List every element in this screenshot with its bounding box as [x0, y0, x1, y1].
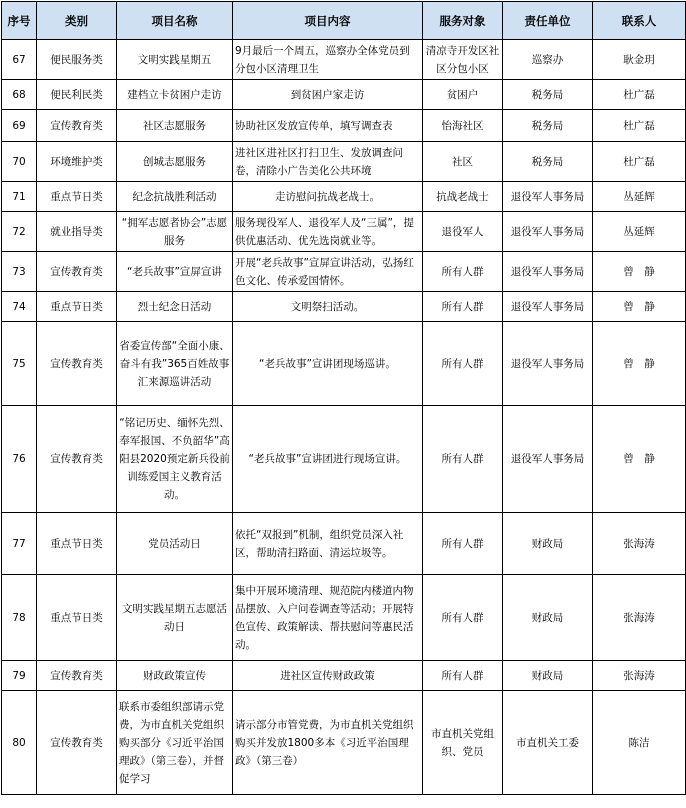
row-project-name: 文明实践星期五志愿活动日 — [117, 575, 233, 661]
row-category: 重点节日类 — [37, 513, 117, 575]
row-project-content: 9月最后一个周五，巡察办全体党员到分包小区清理卫生 — [233, 40, 423, 80]
table-row — [2, 691, 686, 795]
row-service-target: 市直机关党组织、党员 — [423, 691, 503, 795]
row-index: 77 — [2, 513, 37, 575]
row-project-content: 开展“老兵故事”宣屏宣讲活动，弘扬红色文化、传承爱国情怀。 — [233, 252, 423, 292]
row-responsible-unit: 退役军人事务局 — [503, 182, 593, 212]
row-responsible-unit: 退役军人事务局 — [503, 292, 593, 322]
row-project-content: 文明祭扫活动。 — [233, 292, 423, 322]
row-project-name: 建档立卡贫困户走访 — [117, 80, 233, 110]
row-contact: 张海涛 — [593, 575, 686, 661]
table-row — [2, 142, 686, 182]
row-contact: 张海涛 — [593, 513, 686, 575]
row-service-target: 社区 — [423, 142, 503, 182]
table-row — [2, 182, 686, 212]
table-row — [2, 406, 686, 513]
row-project-name: 联系市委组织部请示党费，为市直机关党组织购买部分《习近平治国理政》（第三卷），并督促学习 — [117, 691, 233, 795]
row-contact: 丛延辉 — [593, 182, 686, 212]
row-service-target: 所有人群 — [423, 252, 503, 292]
header-project-name: 项目名称 — [117, 2, 233, 40]
row-responsible-unit: 退役军人事务局 — [503, 406, 593, 513]
row-project-name: 文明实践星期五 — [117, 40, 233, 80]
row-service-target: 所有人群 — [423, 575, 503, 661]
row-service-target: 所有人群 — [423, 292, 503, 322]
row-responsible-unit: 税务局 — [503, 142, 593, 182]
row-project-name: 创城志愿服务 — [117, 142, 233, 182]
row-responsible-unit: 财政局 — [503, 513, 593, 575]
row-category: 便民利民类 — [37, 80, 117, 110]
row-category: 宣传教育类 — [37, 110, 117, 142]
table-row — [2, 661, 686, 691]
row-category: 宣传教育类 — [37, 691, 117, 795]
row-contact: 曾 静 — [593, 252, 686, 292]
row-index: 76 — [2, 406, 37, 513]
row-service-target: 清凉寺开发区社区分包小区 — [423, 40, 503, 80]
table-row — [2, 322, 686, 406]
row-category: 宣传教育类 — [37, 661, 117, 691]
row-project-content: 进社区进社区打扫卫生、发放调查问卷，清除小广告美化公共环境 — [233, 142, 423, 182]
row-service-target: 所有人群 — [423, 661, 503, 691]
row-project-content: 走访慰问抗战老战士。 — [233, 182, 423, 212]
row-category: 宣传教育类 — [37, 406, 117, 513]
row-service-target: 所有人群 — [423, 513, 503, 575]
row-category: 宣传教育类 — [37, 322, 117, 406]
row-project-name: “拥军志愿者协会”志愿服务 — [117, 212, 233, 252]
row-project-content: 到贫困户家走访 — [233, 80, 423, 110]
row-category: 环境维护类 — [37, 142, 117, 182]
row-project-name: 党员活动日 — [117, 513, 233, 575]
row-project-content: 请示部分市管党费，为市直机关党组织购买并发放1800多本《习近平治国理政》（第三卷） — [233, 691, 423, 795]
header-project-content: 项目内容 — [233, 2, 423, 40]
table-header-row — [2, 2, 686, 40]
row-responsible-unit: 税务局 — [503, 80, 593, 110]
row-project-content: “老兵故事”宣讲团现场巡讲。 — [233, 322, 423, 406]
row-contact: 张海涛 — [593, 661, 686, 691]
table-row — [2, 252, 686, 292]
row-contact: 杜广磊 — [593, 142, 686, 182]
row-project-name: 省委宣传部“全面小康、奋斗有我”365百姓故事汇来源巡讲活动 — [117, 322, 233, 406]
row-responsible-unit: 市直机关工委 — [503, 691, 593, 795]
row-project-name: 烈士纪念日活动 — [117, 292, 233, 322]
row-responsible-unit: 财政局 — [503, 661, 593, 691]
row-service-target: 所有人群 — [423, 406, 503, 513]
row-contact: 曾 静 — [593, 322, 686, 406]
header-contact: 联系人 — [593, 2, 686, 40]
row-contact: 曾 静 — [593, 406, 686, 513]
row-service-target: 贫困户 — [423, 80, 503, 110]
row-index: 79 — [2, 661, 37, 691]
row-category: 重点节日类 — [37, 292, 117, 322]
table-row — [2, 513, 686, 575]
header-category: 类别 — [37, 2, 117, 40]
row-index: 74 — [2, 292, 37, 322]
row-contact: 杜广磊 — [593, 80, 686, 110]
row-service-target: 怡海社区 — [423, 110, 503, 142]
table-row — [2, 110, 686, 142]
table-row — [2, 40, 686, 80]
row-project-content: 依托“双报到”机制，组织党员深入社区，帮助清扫路面、清运垃圾等。 — [233, 513, 423, 575]
row-index: 71 — [2, 182, 37, 212]
row-index: 68 — [2, 80, 37, 110]
header-service-target: 服务对象 — [423, 2, 503, 40]
row-contact: 耿金玥 — [593, 40, 686, 80]
table-row — [2, 80, 686, 110]
row-index: 78 — [2, 575, 37, 661]
row-project-name: “老兵故事”宣屏宣讲 — [117, 252, 233, 292]
row-index: 67 — [2, 40, 37, 80]
row-contact: 杜广磊 — [593, 110, 686, 142]
row-project-content: 进社区宣传财政政策 — [233, 661, 423, 691]
row-project-content: 集中开展环境清理、规范院内楼道内物品摆放、入户问卷调查等活动；开展特色宣传、政策解读、帮扶慰问等惠民活动。 — [233, 575, 423, 661]
row-category: 就业指导类 — [37, 212, 117, 252]
row-project-content: 协助社区发放宣传单，填写调查表 — [233, 110, 423, 142]
header-index: 序号 — [2, 2, 37, 40]
row-service-target: 所有人群 — [423, 322, 503, 406]
table-row — [2, 292, 686, 322]
row-index: 75 — [2, 322, 37, 406]
service-project-table — [1, 1, 686, 795]
row-project-name: 纪念抗战胜利活动 — [117, 182, 233, 212]
table-row — [2, 212, 686, 252]
row-index: 72 — [2, 212, 37, 252]
row-contact: 丛延辉 — [593, 212, 686, 252]
table-row — [2, 575, 686, 661]
row-project-content: 服务现役军人、退役军人及“三属”，提供优惠活动、优先选岗就业等。 — [233, 212, 423, 252]
row-responsible-unit: 退役军人事务局 — [503, 322, 593, 406]
row-project-name: 财政政策宣传 — [117, 661, 233, 691]
row-index: 69 — [2, 110, 37, 142]
row-index: 73 — [2, 252, 37, 292]
row-service-target: 退役军人 — [423, 212, 503, 252]
header-responsible-unit: 责任单位 — [503, 2, 593, 40]
row-project-name: 社区志愿服务 — [117, 110, 233, 142]
row-contact: 陈洁 — [593, 691, 686, 795]
row-responsible-unit: 退役军人事务局 — [503, 212, 593, 252]
row-index: 70 — [2, 142, 37, 182]
row-responsible-unit: 退役军人事务局 — [503, 252, 593, 292]
row-responsible-unit: 财政局 — [503, 575, 593, 661]
row-project-name: “铭记历史、缅怀先烈、奉军报国、不负韶华”高阳县2020预定新兵役前训练爱国主义教育活动。 — [117, 406, 233, 513]
row-category: 便民服务类 — [37, 40, 117, 80]
row-service-target: 抗战老战士 — [423, 182, 503, 212]
row-category: 宣传教育类 — [37, 252, 117, 292]
row-responsible-unit: 巡察办 — [503, 40, 593, 80]
row-index: 80 — [2, 691, 37, 795]
row-responsible-unit: 税务局 — [503, 110, 593, 142]
row-contact: 曾 静 — [593, 292, 686, 322]
row-category: 重点节日类 — [37, 182, 117, 212]
row-project-content: “老兵故事”宣讲团进行现场宣讲。 — [233, 406, 423, 513]
row-category: 重点节日类 — [37, 575, 117, 661]
